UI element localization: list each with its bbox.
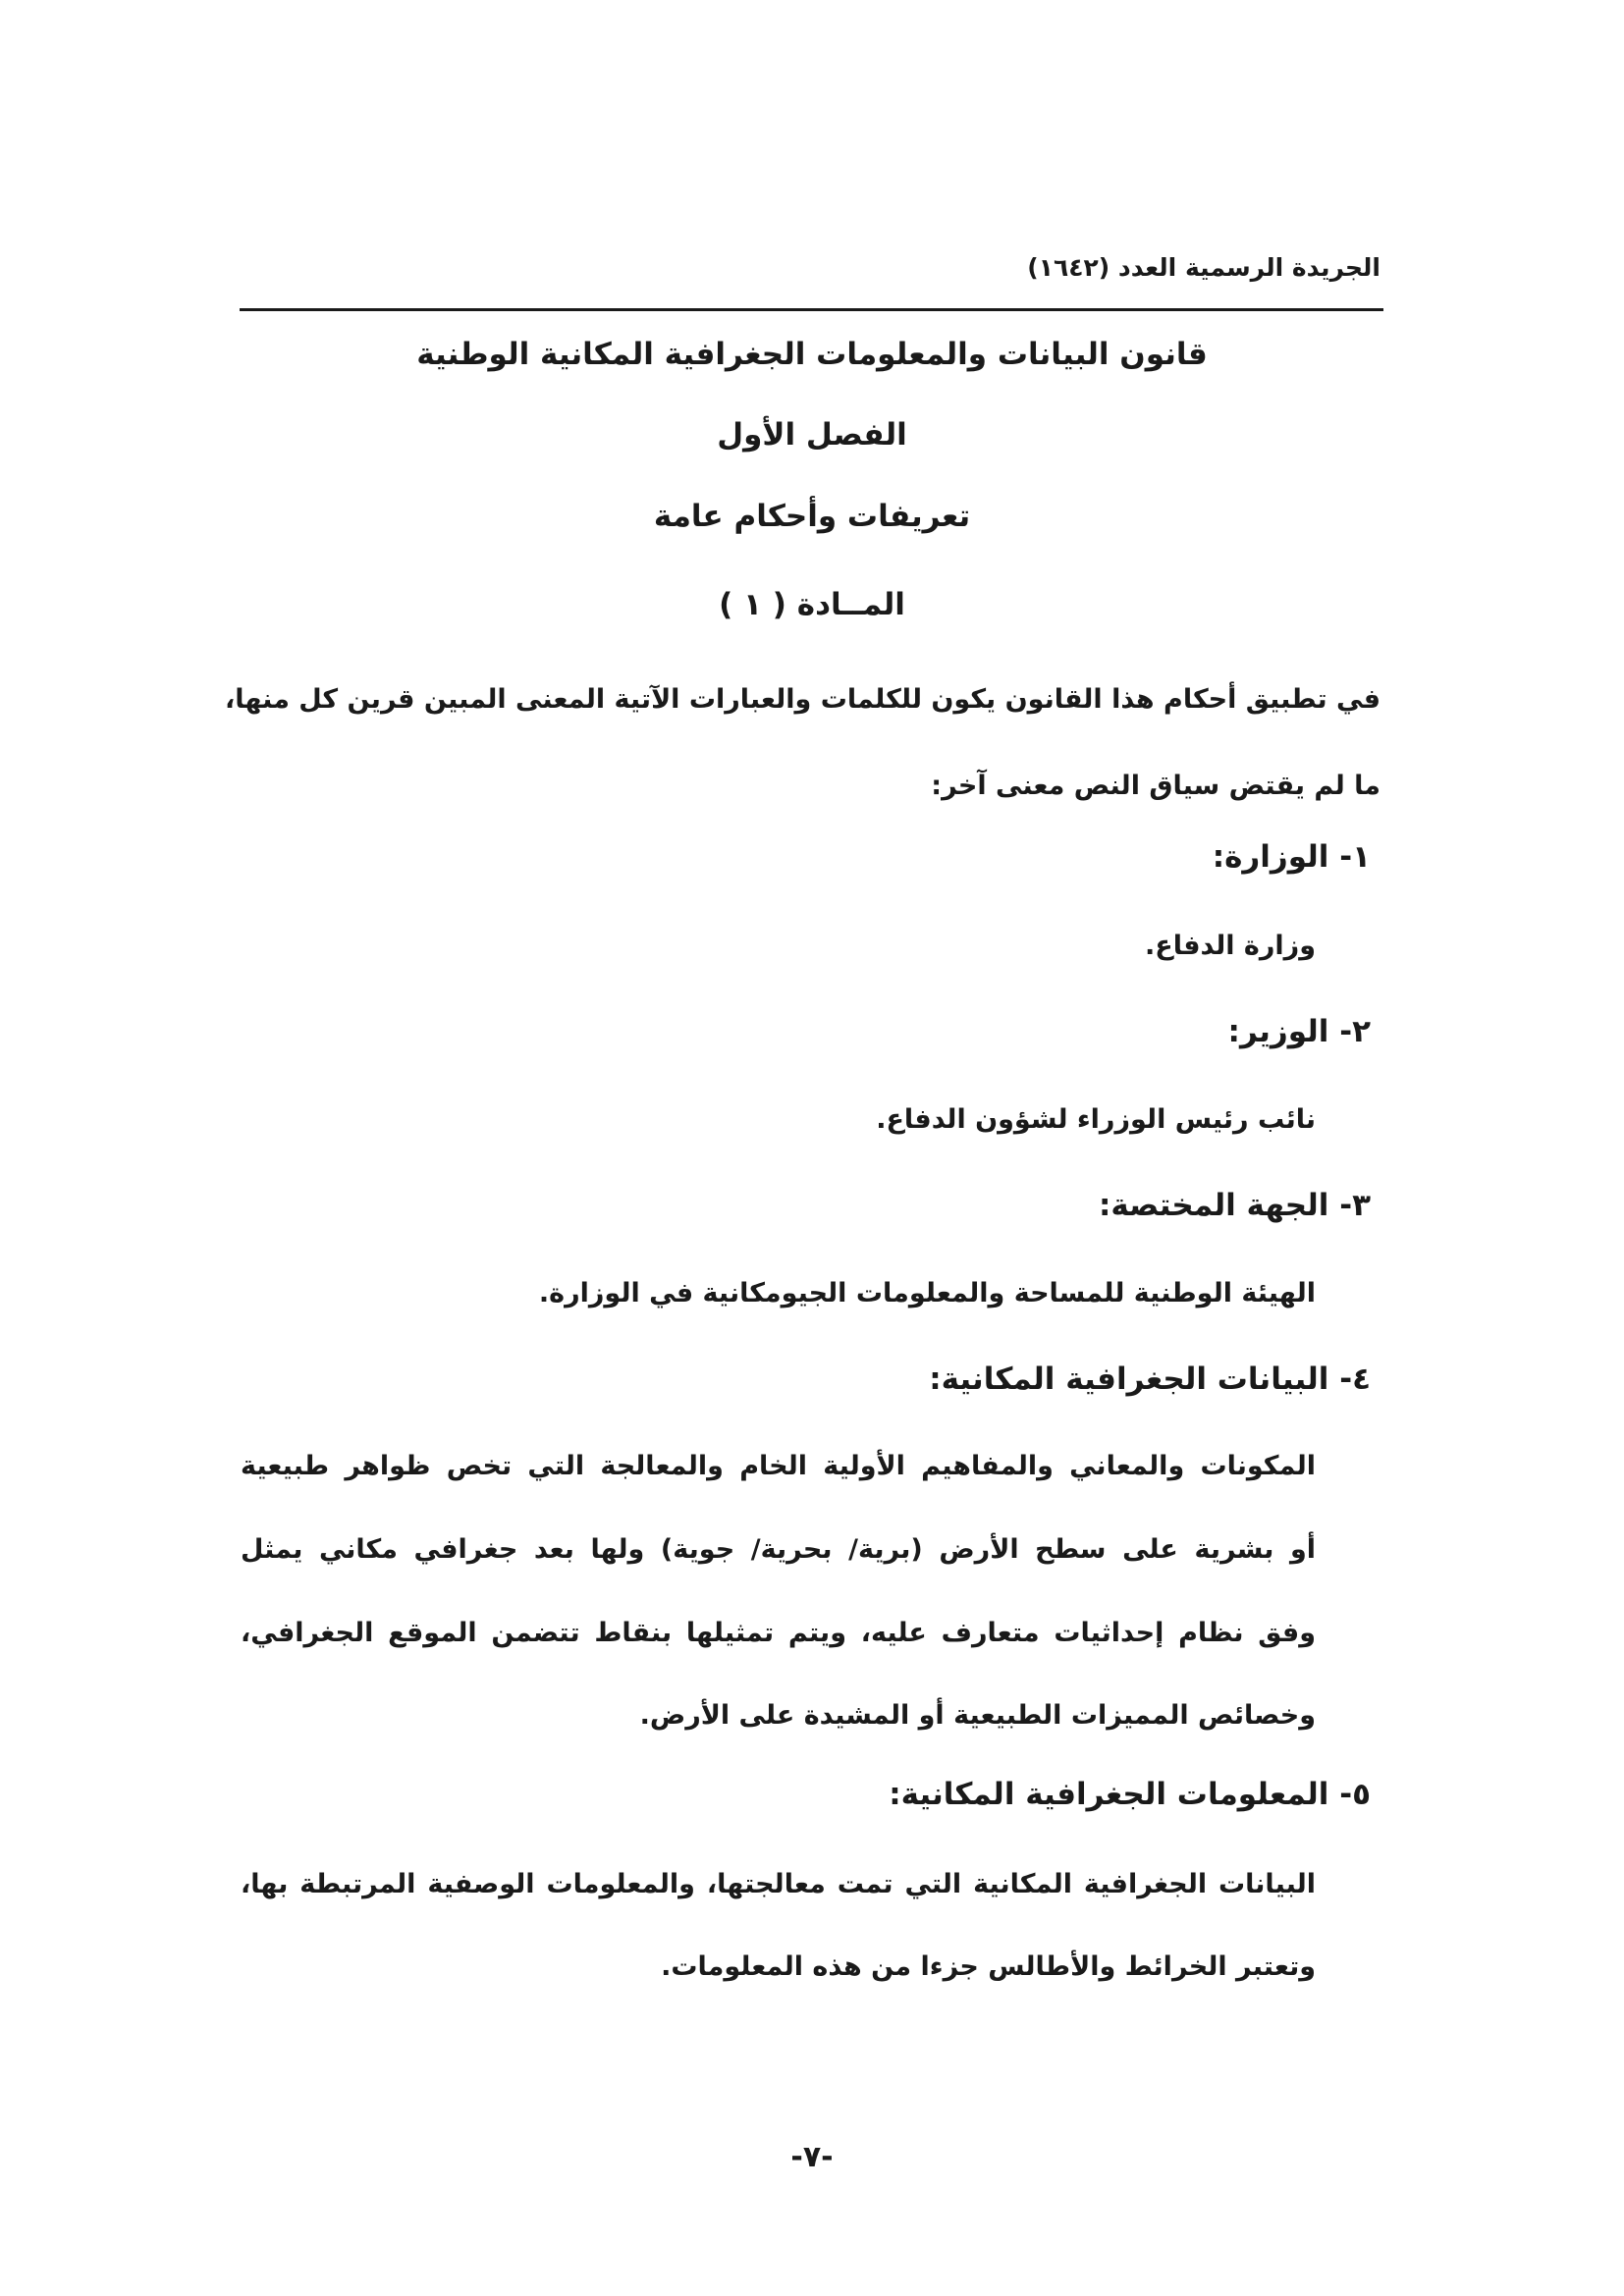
section-title: تعريفات وأحكام عامة (653, 499, 971, 534)
definition-text-geospatial-data-line: وخصائص المميزات الطبيعية أو المشيدة على الأرض. (639, 1700, 1316, 1731)
definition-text-geospatial-data-line: وفق نظام إحداثيات متعارف عليه، ويتم تمثيلها بنقاط تتضمن الموقع الجغرافي، (241, 1618, 1316, 1648)
definition-text-geospatial-data-line: المكونات والمعاني والمفاهيم الأولية الخام والمعالجة التي تخص ظواهر طبيعية (241, 1451, 1316, 1481)
definition-text-ministry: وزارة الدفاع. (1145, 931, 1316, 961)
intro-line-2: ما لم يقتض سياق النص معنى آخر: (931, 771, 1380, 801)
definition-term-geospatial-data: ٤- البيانات الجغرافية المكانية: (929, 1362, 1371, 1397)
definition-text-geospatial-information-line: وتعتبر الخرائط والأطالس جزءا من هذه المعلومات. (661, 1951, 1316, 1982)
definition-term-minister: ٢- الوزير: (1227, 1014, 1371, 1049)
definition-term-ministry: ١- الوزارة: (1212, 839, 1371, 875)
intro-line-1: في تطبيق أحكام هذا القانون يكون للكلمات والعبارات الآتية المعنى المبين قرين كل منها، (224, 684, 1380, 715)
definition-text-geospatial-information-line: البيانات الجغرافية المكانية التي تمت معالجتها، والمعلومات الوصفية المرتبطة بها، (241, 1869, 1316, 1899)
page-number: -٧- (790, 2140, 834, 2174)
law-title: قانون البيانات والمعلومات الجغرافية المكانية الوطنية (416, 337, 1208, 372)
definition-text-geospatial-data-line: أو بشرية على سطح الأرض (برية/ بحرية/ جوية) ولها بعد جغرافي مكاني يمثل (241, 1534, 1316, 1565)
header-divider (240, 308, 1383, 311)
definition-text-minister: نائب رئيس الوزراء لشؤون الدفاع. (876, 1104, 1316, 1135)
gazette-header: الجريدة الرسمية العدد (١٦٤٢) (1027, 253, 1380, 282)
chapter-title: الفصل الأول (717, 417, 907, 453)
article-title: المــادة ( ١ ) (719, 587, 905, 622)
definition-term-geospatial-information: ٥- المعلومات الجغرافية المكانية: (889, 1777, 1371, 1812)
definition-term-authority: ٣- الجهة المختصة: (1098, 1188, 1371, 1223)
definition-text-authority: الهيئة الوطنية للمساحة والمعلومات الجيومكانية في الوزارة. (538, 1278, 1316, 1308)
